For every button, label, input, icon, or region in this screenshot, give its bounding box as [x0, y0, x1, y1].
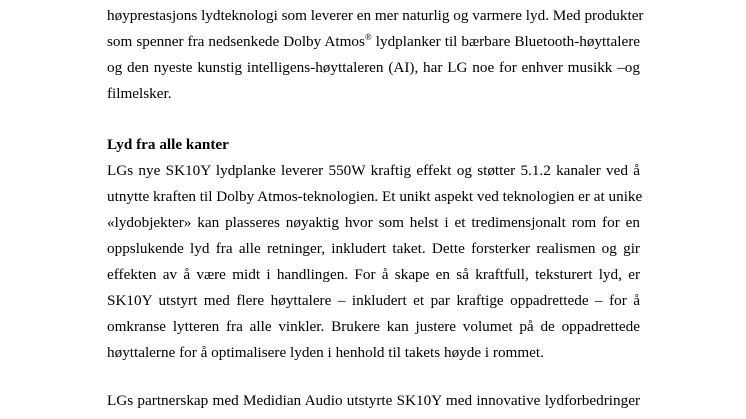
section-line-2: utnytte kraften til Dolby Atmos-teknologien. Et unikt aspekt ved teknologien er at unike — [107, 188, 643, 205]
intro-line-1: høyprestasjons lydteknologi som leverer en mer naturlig og varmere lyd. Med produkter — [107, 7, 644, 24]
section-heading: Lyd fra alle kanter — [107, 136, 229, 153]
intro-line-2-start: som spenner fra nedsenkede Dolby Atmos — [107, 33, 365, 50]
intro-line-3: og den nyeste kunstig intelligens-høyttaleren (AI), har LG noe for enhver musikk –og — [107, 59, 640, 76]
partnership-line-1: LGs partnerskap med Medidian Audio utstyrte SK10Y med innovative lydforbedringer — [107, 392, 640, 409]
section-line-1: LGs nye SK10Y lydplanke leverer 550W kraftig effekt og støtter 5.1.2 kanaler ved å — [107, 162, 640, 179]
section-line-8: høyttalerne for å optimalisere lyden i henhold til takets høyde i rommet. — [107, 344, 544, 361]
section-line-3: «lydobjekter» kan plasseres nøyaktig hvor som helst i et tredimensjonalt rom for en — [107, 214, 640, 231]
registered-mark: ® — [364, 32, 372, 42]
section-line-6: SK10Y utstyrt med flere høyttalere – inkludert et par kraftige oppadrettede – for å — [107, 292, 640, 309]
intro-line-2-end: lydplanker til bærbare Bluetooth-høyttalere — [371, 33, 640, 50]
intro-line-2 — [107, 29, 640, 55]
section-line-4: oppslukende lyd fra alle retninger, inkludert taket. Dette forsterker realismen og gir — [107, 240, 640, 257]
intro-line-4: filmelsker. — [107, 85, 172, 102]
section-line-7: omkranse lytteren fra alle vinkler. Brukere kan justere volumet på de oppadrettede — [107, 318, 640, 335]
section-line-5: effekten av å være midt i handlingen. For å skape en så kraftfull, teksturert lyd, er — [107, 266, 640, 283]
